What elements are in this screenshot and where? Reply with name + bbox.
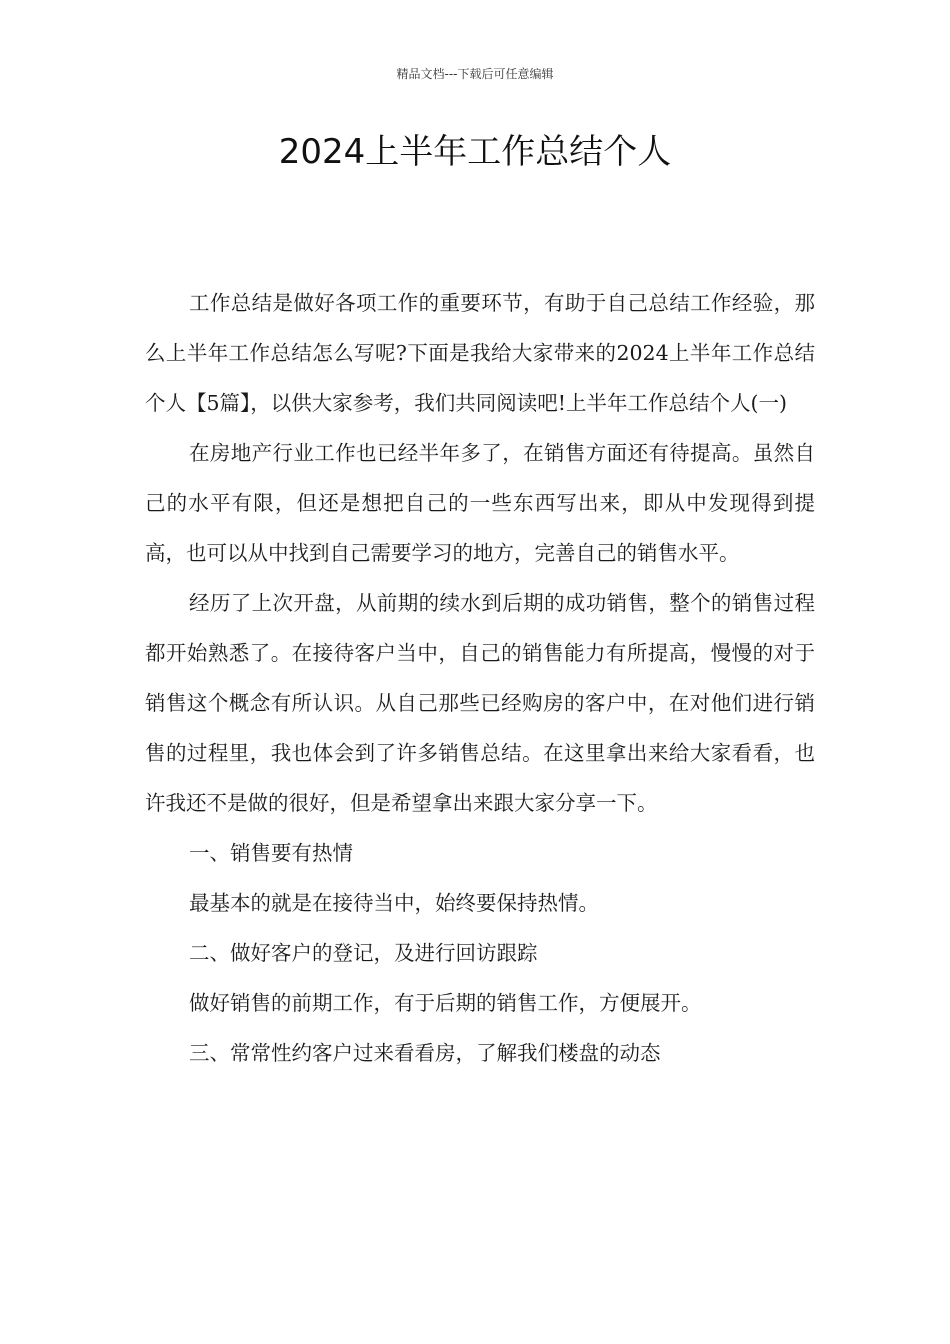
document-body — [145, 278, 815, 1078]
document-title: 2024上半年工作总结个人 — [278, 132, 672, 172]
paragraph-experience: 经历了上次开盘，从前期的续水到后期的成功销售，整个的销售过程都开始熟悉了。在接待客户当中，自己的销售能力有所提高，慢慢的对于销售这个概念有所认识。从自己那些已经购房的客户中，在对他们进行销售的过程里，我也体会到了许多销售总结。在这里拿出来给大家看看，也许我还不是做的很好，但是希望拿出来跟大家分享一下。 — [145, 591, 815, 815]
section-heading-1: 一、销售要有热情 — [189, 841, 353, 865]
paragraph-intro: 工作总结是做好各项工作的重要环节，有助于自己总结工作经验，那么上半年工作总结怎么写呢?下面是我给大家带来的2024上半年工作总结个人【5篇】，以供大家参考，我们共同阅读吧!上半年工作总结个人(一) — [145, 291, 815, 415]
section-heading-2: 二、做好客户的登记，及进行回访跟踪 — [189, 941, 538, 965]
section-heading-3: 三、常常性约客户过来看看房，了解我们楼盘的动态 — [189, 1041, 661, 1065]
paragraph-preparation: 做好销售的前期工作，有于后期的销售工作，方便展开。 — [189, 991, 702, 1015]
header-note: 精品文档---下载后可任意编辑 — [396, 67, 554, 81]
paragraph-real-estate: 在房地产行业工作也已经半年多了，在销售方面还有待提高。虽然自己的水平有限，但还是想把自己的一些东西写出来，即从中发现得到提高，也可以从中找到自己需要学习的地方，完善自己的销售水平。 — [145, 441, 815, 565]
paragraph-enthusiasm: 最基本的就是在接待当中，始终要保持热情。 — [189, 891, 599, 915]
